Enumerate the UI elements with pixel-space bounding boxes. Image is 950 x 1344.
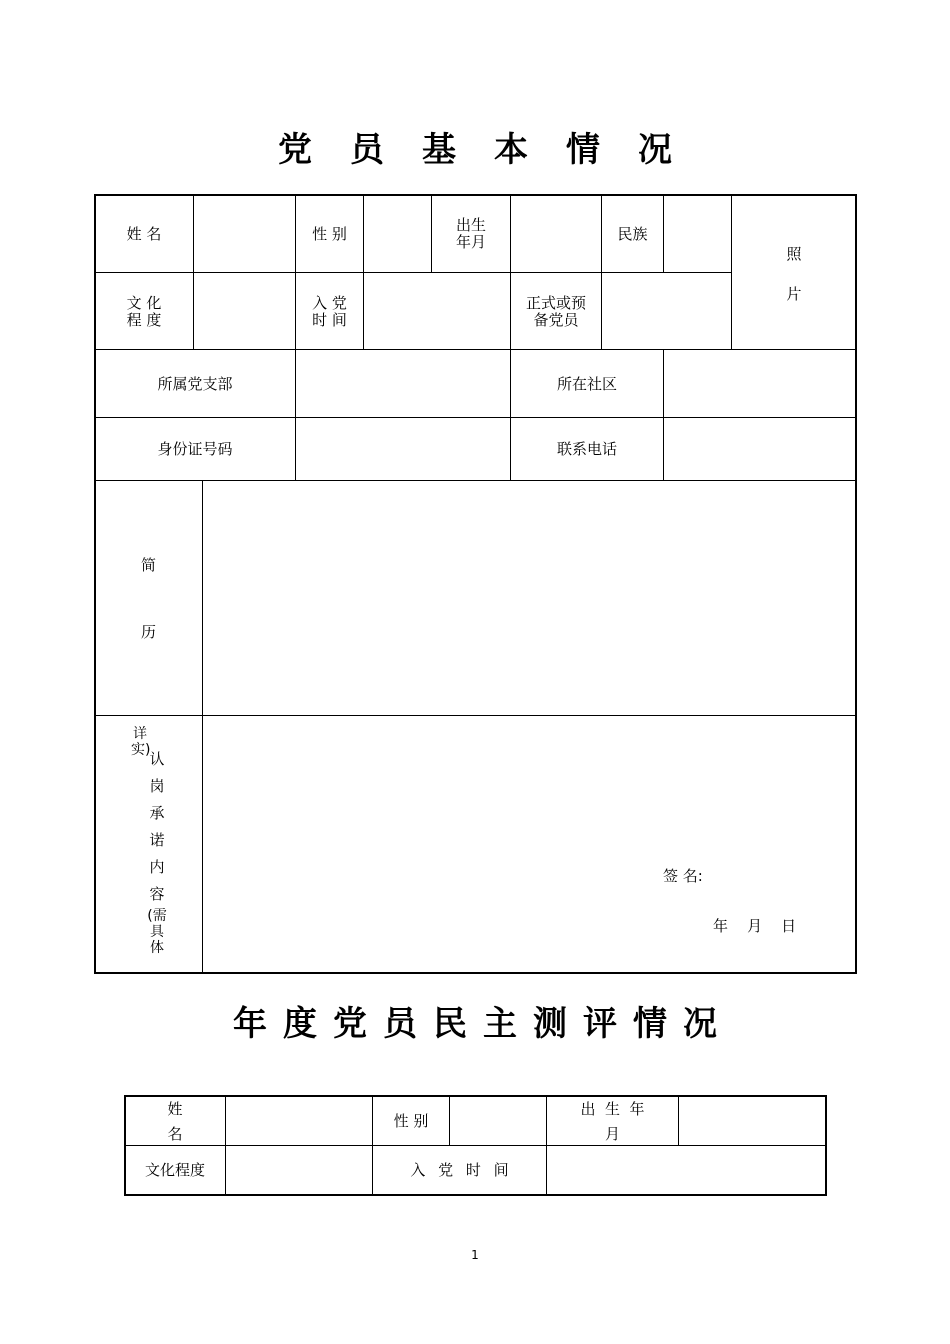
- page-number: 1: [471, 1248, 479, 1262]
- community-label: 所在社区: [556, 375, 617, 393]
- evaluation-title: 年度党员民主测评情况: [233, 1004, 733, 1044]
- signature-label: 签 名:: [663, 867, 703, 885]
- commitment-char: 岗: [149, 777, 165, 795]
- education-field[interactable]: [194, 273, 294, 348]
- community-field[interactable]: [664, 350, 855, 416]
- eval-birth-label-line1: 出 生 年: [580, 1100, 645, 1118]
- eval-join-date-field[interactable]: [547, 1146, 825, 1194]
- date-label: 年 月 日: [713, 917, 797, 935]
- page-title: 党员基本情况: [278, 130, 710, 170]
- birth-field[interactable]: [511, 196, 600, 271]
- commitment-extra-top: 详: [133, 726, 147, 742]
- resume-label-line1: 简: [140, 556, 156, 574]
- eval-birth-field[interactable]: [679, 1096, 825, 1144]
- commitment-extra-top2: 实): [131, 742, 151, 758]
- photo-label-line2: 片: [786, 285, 802, 303]
- eval-name-label-line2: 名: [167, 1125, 183, 1143]
- resume-field[interactable]: [203, 481, 855, 714]
- ethnic-field[interactable]: [664, 196, 730, 271]
- eval-gender-label: 性 别: [393, 1112, 429, 1130]
- ethnic-label: 民族: [617, 225, 648, 243]
- member-status-label-line2: 备党员: [533, 311, 579, 329]
- commitment-char: 容: [149, 885, 165, 903]
- eval-join-date-label: 入 党 时 间: [410, 1161, 509, 1179]
- birth-label-line1: 出生: [455, 216, 486, 234]
- member-status-field[interactable]: [602, 273, 730, 348]
- commitment-extra-bottom: (需具体: [147, 908, 167, 956]
- join-date-label-line2: 时 间: [312, 311, 347, 329]
- photo-label-line1: 照: [786, 245, 802, 263]
- commitment-char: 内: [149, 858, 165, 876]
- gender-label: 性 别: [312, 225, 347, 243]
- commitment-char: 诺: [149, 831, 165, 849]
- phone-field[interactable]: [664, 418, 855, 479]
- id-number-label: 身份证号码: [157, 440, 233, 458]
- phone-label: 联系电话: [556, 440, 617, 458]
- id-number-field[interactable]: [296, 418, 509, 479]
- birth-label-line2: 年月: [455, 233, 486, 251]
- join-date-field[interactable]: [364, 273, 509, 348]
- commitment-label: [147, 746, 167, 908]
- name-field[interactable]: [194, 196, 294, 271]
- join-date-label-line1: 入 党: [312, 294, 347, 312]
- resume-label-line2: 历: [140, 623, 156, 641]
- party-branch-label: 所属党支部: [157, 375, 233, 393]
- party-branch-field[interactable]: [296, 350, 509, 416]
- eval-education-field[interactable]: [226, 1146, 371, 1194]
- eval-education-label: 文化程度: [144, 1161, 205, 1179]
- commitment-char: 认: [149, 750, 165, 768]
- eval-gender-field[interactable]: [450, 1096, 545, 1144]
- gender-field[interactable]: [364, 196, 430, 271]
- commitment-char: 承: [149, 804, 165, 822]
- education-label-line1: 文 化: [126, 294, 162, 312]
- member-status-label-line1: 正式或预: [525, 294, 586, 312]
- education-label-line2: 程 度: [126, 311, 162, 329]
- eval-name-field[interactable]: [226, 1096, 371, 1144]
- eval-name-label-line1: 姓: [167, 1100, 183, 1118]
- name-label: 姓 名: [126, 225, 162, 243]
- eval-birth-label-line2: 月: [604, 1125, 620, 1143]
